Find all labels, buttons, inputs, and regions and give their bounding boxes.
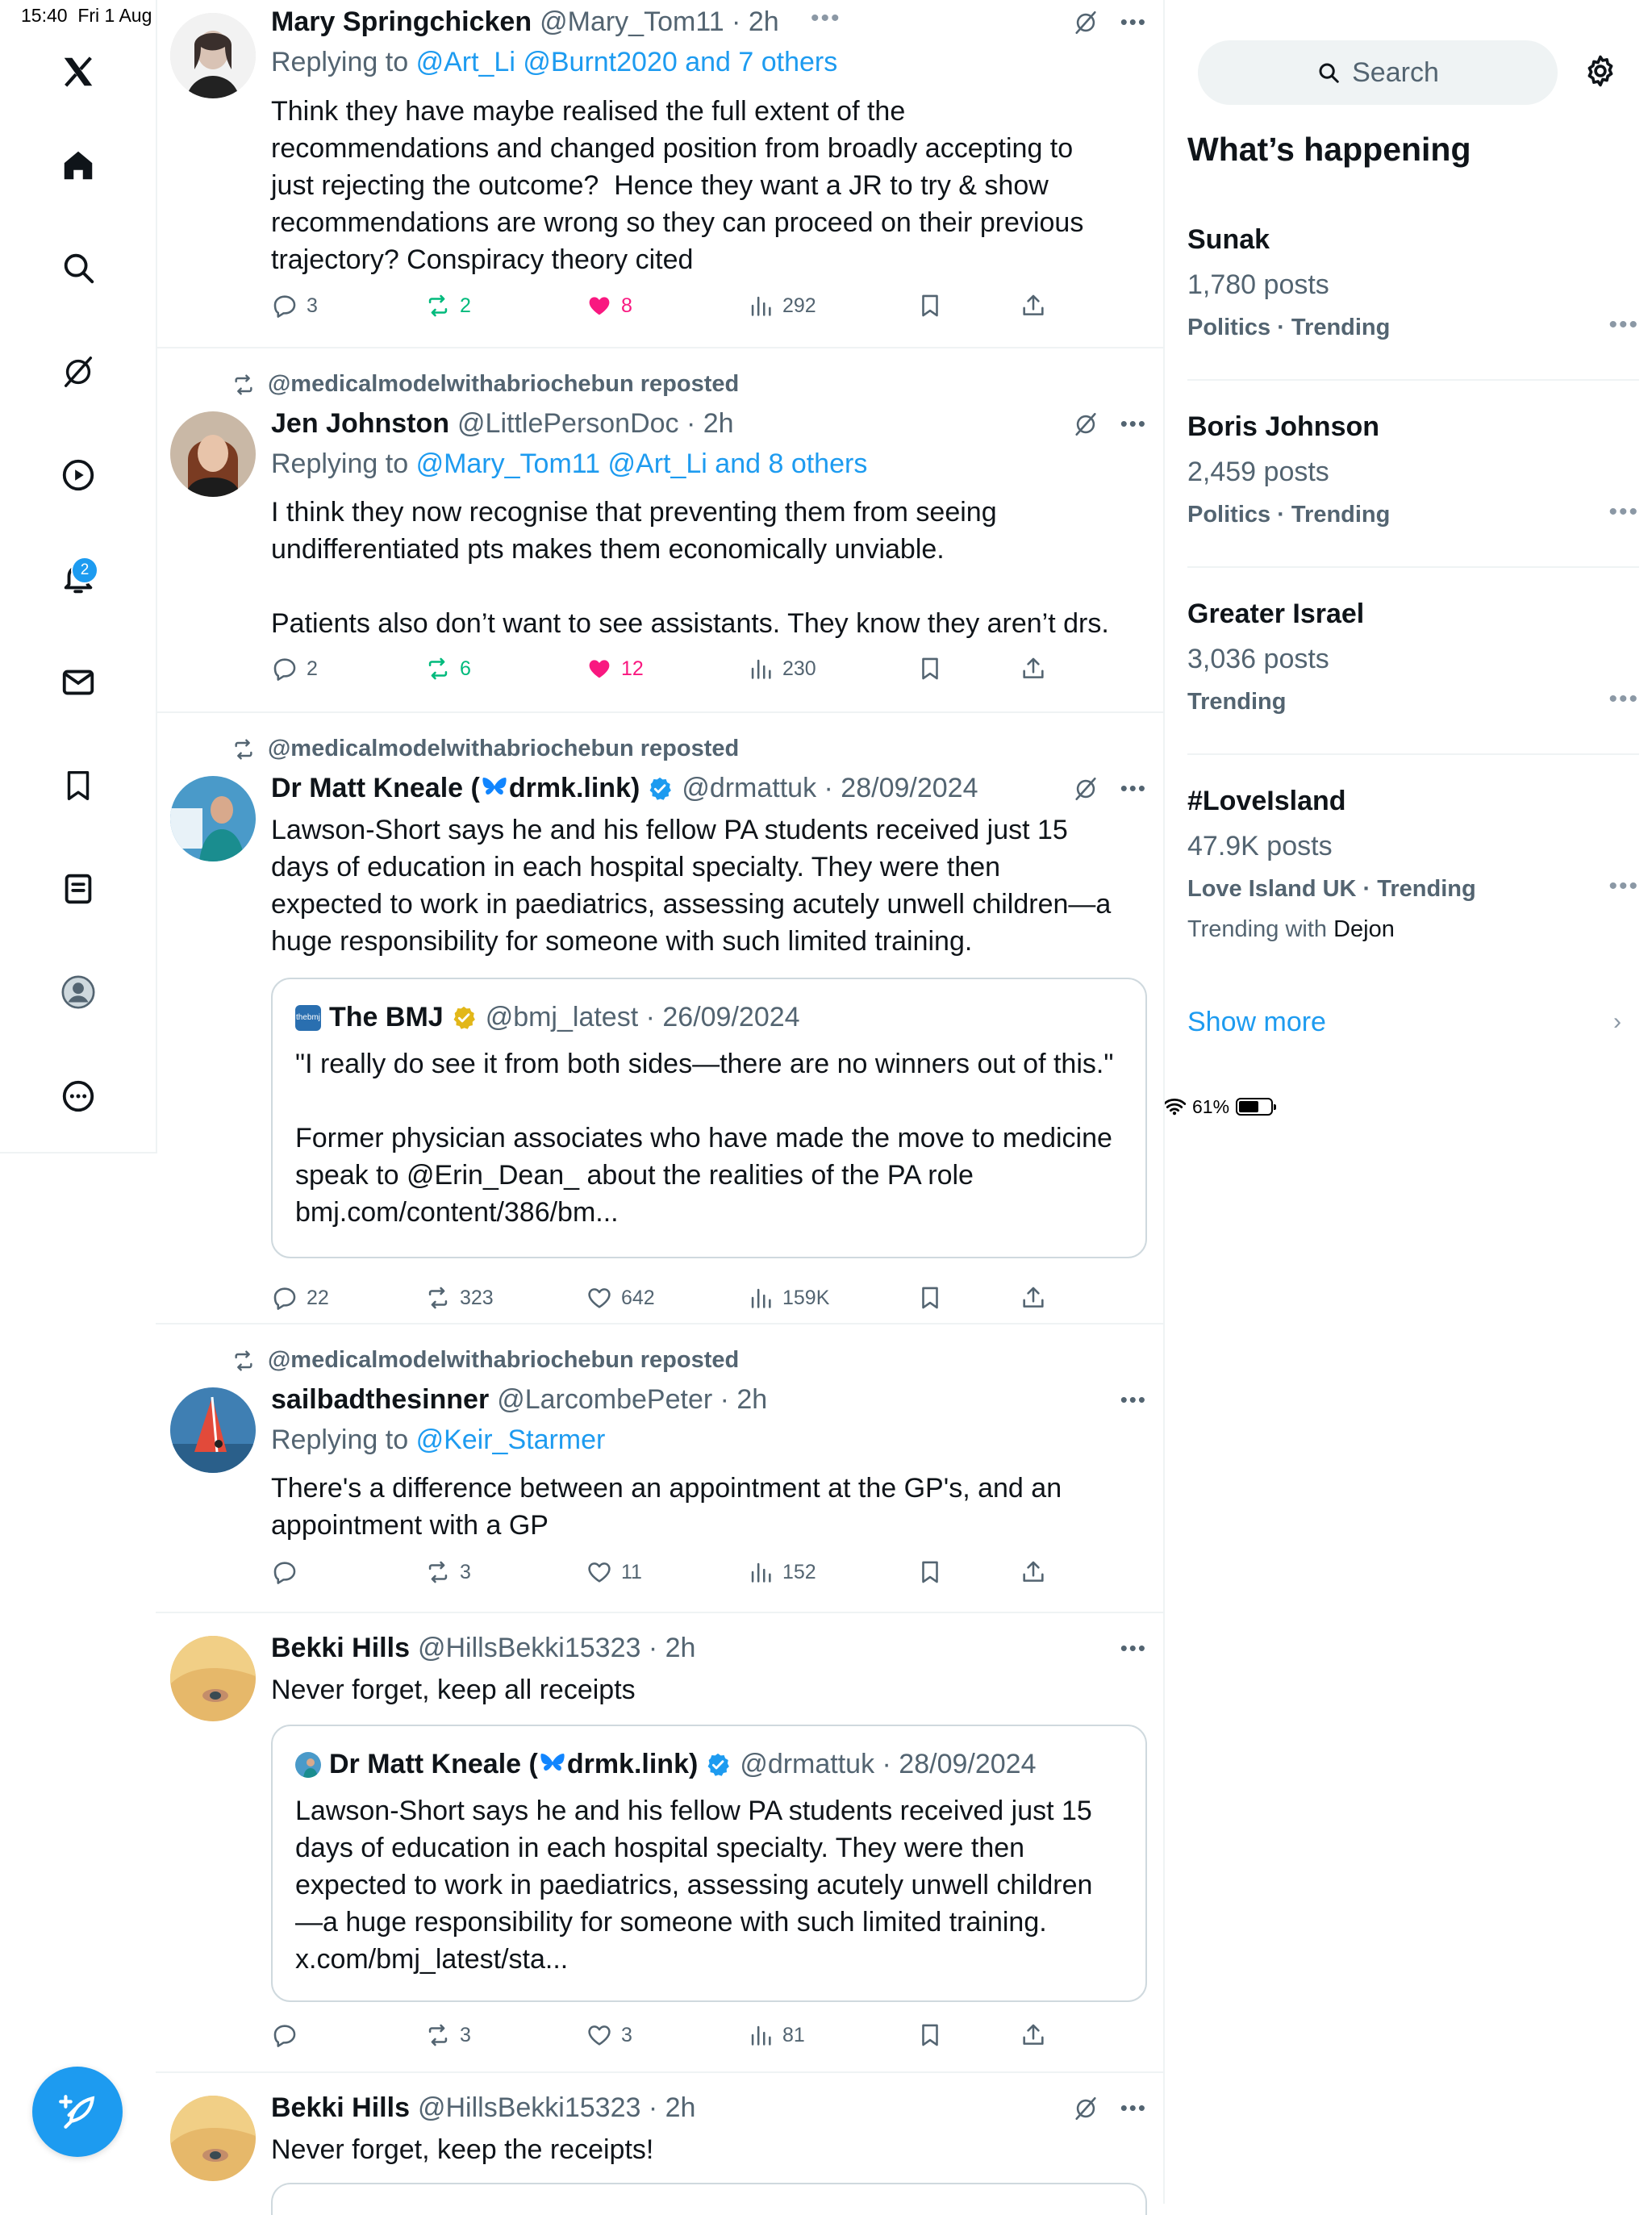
reply-icon (271, 2021, 298, 2049)
avatar[interactable] (170, 2096, 256, 2181)
status-time: 15:40 Fri 1 Aug (21, 5, 152, 26)
views-button[interactable]: 159K (747, 1284, 829, 1312)
divider (1187, 753, 1639, 755)
repost-icon (424, 292, 452, 319)
search-icon (1316, 60, 1341, 85)
battery-percent: 61% (1192, 1095, 1230, 1117)
more-options-icon[interactable]: ••• (1120, 10, 1147, 34)
verified-badge-icon (704, 1751, 732, 1779)
left-nav (0, 0, 157, 1153)
tweet-text: There's a difference between an appointment at the GP's, and an appointment with a GP (271, 1473, 1070, 1541)
replying-to: Replying to @Keir_Starmer (271, 1425, 606, 1455)
whats-happening-title: What’s happening (1187, 131, 1471, 168)
bookmark-icon (916, 1284, 944, 1312)
replying-to: Replying to @Art_Li @Burnt2020 and 7 others (271, 47, 838, 77)
views-button[interactable]: 81 (747, 2021, 805, 2049)
more-options-icon[interactable]: ••• (1120, 1387, 1147, 1412)
avatar[interactable] (170, 1636, 256, 1721)
views-icon (747, 1558, 774, 1586)
bookmark-button[interactable] (916, 2021, 944, 2049)
author-name[interactable]: Jen Johnston (271, 408, 450, 439)
bookmark-icon (916, 292, 944, 319)
quote-author-name[interactable]: The BMJ (329, 1002, 444, 1032)
share-button[interactable] (1020, 655, 1047, 682)
notifications-icon[interactable] (47, 547, 110, 610)
heart-filled-icon (586, 655, 613, 682)
share-icon (1020, 292, 1047, 319)
author-handle[interactable]: @HillsBekki15323 · 2h (417, 1633, 696, 1663)
tweet-text: Never forget, keep the receipts! (271, 2134, 654, 2165)
heart-icon (586, 1558, 613, 1586)
x-logo-icon[interactable] (47, 40, 110, 103)
quote-author-name[interactable]: Dr Matt Kneale ( drmk.link) (329, 1749, 699, 1779)
quote-text: "I really do see it from both sides—there are no winners out of this." Former physician associates who have made the move to medicine speak to @Erin_Dean_ about the realities of the PA role bmj.com/content/386/bm... (295, 1049, 1114, 1228)
author-name[interactable]: sailbadthesinner (271, 1384, 490, 1415)
divider (1187, 379, 1639, 381)
repost-icon (424, 655, 452, 682)
replying-to-link[interactable]: @Keir_Starmer (415, 1425, 606, 1455)
repost-icon (231, 1348, 257, 1374)
author-name[interactable]: Mary Springchicken (271, 6, 532, 37)
author-handle[interactable]: @LarcombePeter · 2h (497, 1384, 768, 1415)
tweet-stats (271, 2021, 1199, 2054)
views-icon (747, 2021, 774, 2049)
quoted-tweet[interactable] (271, 978, 1147, 1258)
grok-icon[interactable] (1072, 775, 1099, 803)
views-icon (747, 292, 774, 319)
repost-button[interactable]: 3 (424, 2021, 471, 2049)
repost-button[interactable]: 6 (424, 655, 471, 682)
heart-filled-icon (586, 292, 613, 319)
avatar[interactable] (170, 411, 256, 497)
butterfly-icon (480, 773, 509, 802)
quoted-tweet-partial[interactable] (271, 2183, 1147, 2215)
views-icon (747, 1284, 774, 1312)
tweet-sailbadthesinner[interactable] (156, 1324, 1163, 1613)
home-icon[interactable] (47, 134, 110, 197)
heart-icon (586, 2021, 613, 2049)
reply-button[interactable] (271, 2021, 307, 2049)
show-more-link[interactable]: Show more (1187, 1007, 1326, 1037)
repost-context: @medicalmodelwithabriochebun reposted (231, 736, 739, 762)
bookmark-icon (916, 655, 944, 682)
trend-more-icon[interactable]: ••• (1608, 873, 1639, 899)
author-name[interactable]: Bekki Hills (271, 1633, 410, 1663)
share-icon (1020, 2021, 1047, 2049)
reply-button[interactable] (271, 1558, 307, 1586)
messages-icon[interactable] (47, 651, 110, 714)
trend-more-icon[interactable]: ••• (1608, 498, 1639, 525)
tweet-jen-johnston[interactable] (156, 348, 1163, 713)
quote-author-handle[interactable]: @bmj_latest · 26/09/2024 (485, 1002, 800, 1032)
like-button[interactable]: 12 (586, 655, 644, 682)
tweet-text: Lawson-Short says he and his fellow PA students received just 15 days of education in each hospital specialty. They were then expected to work in paediatrics, assessing acutely unwell children—a huge responsibility for someone with such limited training. (271, 815, 1119, 957)
tweet-dr-matt-kneale[interactable] (156, 713, 1163, 1324)
share-button[interactable] (1020, 1284, 1047, 1312)
reply-icon (271, 292, 298, 319)
share-button[interactable] (1020, 1558, 1047, 1586)
feather-plus-icon (57, 2092, 98, 2132)
author-name[interactable]: Bekki Hills (271, 2092, 410, 2123)
bookmark-icon (916, 1558, 944, 1586)
more-options-icon[interactable]: ••• (1120, 411, 1147, 436)
bookmark-button[interactable] (916, 292, 944, 319)
reply-icon (271, 1284, 298, 1312)
search-placeholder: Search (1352, 56, 1439, 88)
bookmark-button[interactable] (916, 655, 944, 682)
views-icon (747, 655, 774, 682)
repost-icon (231, 736, 257, 762)
repost-icon (424, 1558, 452, 1586)
author-handle[interactable]: @HillsBekki15323 · 2h (417, 2092, 696, 2123)
reply-icon (271, 1558, 298, 1586)
repost-context: @medicalmodelwithabriochebun reposted (231, 371, 739, 398)
lists-icon[interactable] (47, 857, 110, 920)
like-button[interactable]: 3 (586, 2021, 632, 2049)
repost-button[interactable]: 323 (424, 1284, 494, 1312)
bookmark-button[interactable] (916, 1558, 944, 1586)
tweet-bekki-hills[interactable] (156, 1613, 1163, 2073)
like-button[interactable]: 8 (586, 292, 632, 319)
share-icon (1020, 655, 1047, 682)
views-button[interactable]: 152 (747, 1558, 816, 1586)
repost-icon (231, 372, 257, 398)
trend-more-icon[interactable]: ••• (1608, 311, 1639, 338)
reply-button[interactable]: 22 (271, 1284, 329, 1312)
tweet-stats (271, 1558, 1199, 1591)
trend-item[interactable]: Sunak 1,780 posts Politics · Trending ••• (1187, 224, 1639, 340)
verified-badge-icon (646, 775, 674, 803)
more-options-icon[interactable]: ••• (1120, 2096, 1147, 2120)
grok-icon[interactable] (47, 340, 110, 403)
tweet-stats (271, 292, 1199, 324)
share-button[interactable] (1020, 292, 1047, 319)
share-button[interactable] (1020, 2021, 1047, 2049)
replying-to-link[interactable]: @Art_Li @Burnt2020 and 7 others (415, 47, 838, 77)
verified-gold-icon (450, 1004, 478, 1032)
share-icon (1020, 1558, 1047, 1586)
chevron-right-icon: › (1613, 1008, 1621, 1035)
tweet-mary-springchicken[interactable] (156, 0, 1163, 348)
replying-to-link[interactable]: @Mary_Tom11 @Art_Li and 8 others (415, 448, 868, 479)
timeline-feed (156, 0, 1165, 2204)
more-options-icon[interactable]: ••• (1120, 1636, 1147, 1660)
bookmark-button[interactable] (916, 1284, 944, 1312)
quote-avatar (295, 1752, 321, 1778)
views-button[interactable]: 292 (747, 292, 816, 319)
search-icon[interactable] (47, 236, 110, 299)
reply-icon (271, 655, 298, 682)
grok-icon[interactable] (1072, 9, 1099, 36)
avatar[interactable] (170, 776, 256, 861)
author-handle[interactable]: @LittlePersonDoc · 2h (457, 408, 734, 439)
trend-item[interactable]: Greater Israel 3,036 posts Trending ••• (1187, 599, 1639, 715)
quote-author-handle[interactable]: @drmattuk · 28/09/2024 (740, 1749, 1037, 1779)
reply-button[interactable]: 3 (271, 292, 318, 319)
repost-context: @medicalmodelwithabriochebun reposted (231, 1347, 739, 1374)
heart-icon (586, 1284, 613, 1312)
share-icon (1020, 1284, 1047, 1312)
views-button[interactable]: 230 (747, 655, 816, 682)
repost-button[interactable]: 3 (424, 1558, 471, 1586)
trend-item[interactable]: #LoveIsland 47.9K posts Love Island UK · Trending ••• Trending with Dejon (1187, 786, 1639, 942)
grok-icon[interactable] (1072, 2095, 1099, 2122)
settings-button[interactable] (1583, 53, 1618, 93)
repost-icon (424, 2021, 452, 2049)
quoted-tweet[interactable] (271, 1725, 1147, 2002)
bookmark-icon (916, 2021, 944, 2049)
search-input[interactable] (1198, 40, 1558, 105)
butterfly-icon (538, 1749, 567, 1778)
like-button[interactable]: 11 (586, 1558, 642, 1586)
repost-button[interactable]: 2 (424, 292, 471, 319)
bookmarks-icon[interactable] (47, 754, 110, 817)
author-handle[interactable]: @drmattuk · 28/09/2024 (682, 773, 978, 803)
gear-icon (1583, 53, 1618, 89)
author-name[interactable]: Dr Matt Kneale ( drmk.link) (271, 773, 640, 803)
avatar[interactable] (170, 13, 256, 98)
multitask-dots-icon[interactable]: ••• (811, 5, 841, 31)
more-options-icon[interactable]: ••• (1120, 776, 1147, 800)
repost-icon (424, 1284, 452, 1312)
bmj-logo: thebmj (295, 1005, 321, 1031)
tweet-text: I think they now recognise that preventing them from seeing undifferentiated pts makes them economically unviable. Patients also don’t want to see assistants. They know they aren’t drs. (271, 497, 1109, 639)
compose-post-button[interactable] (32, 2067, 123, 2157)
divider (1187, 566, 1639, 568)
profile-icon[interactable] (47, 961, 110, 1024)
notifications-badge: 2 (71, 557, 98, 584)
tweet-bekki-hills-2[interactable] (156, 2073, 1163, 2204)
author-handle[interactable]: @Mary_Tom11 · 2h (540, 6, 779, 37)
replying-to: Replying to @Mary_Tom11 @Art_Li and 8 others (271, 448, 868, 479)
like-button[interactable]: 642 (586, 1284, 655, 1312)
tweet-text: Think they have maybe realised the full extent of the recommendations and changed position from broadly accepting to just rejecting the outcome? Hence they want a JR to try & show recommendations are wrong so they can proceed on their previous trajectory? Conspiracy theory cited (271, 96, 1091, 275)
trend-item[interactable]: Boris Johnson 2,459 posts Politics · Trending ••• (1187, 411, 1639, 528)
quote-text: Lawson-Short says he and his fellow PA students received just 15 days of education in each hospital specialty. They were then expected to work in paediatrics, assessing acutely unwell children —a huge responsibility for someone with such limited training. x.com/bmj_latest/sta... (295, 1796, 1100, 1975)
tweet-stats (271, 655, 1199, 687)
video-icon[interactable] (47, 444, 110, 507)
right-sidebar (1163, 0, 1652, 2204)
avatar[interactable] (170, 1387, 256, 1473)
reply-button[interactable]: 2 (271, 655, 318, 682)
tweet-stats (271, 1284, 1199, 1316)
more-icon[interactable] (47, 1065, 110, 1128)
trend-more-icon[interactable]: ••• (1608, 686, 1639, 712)
tweet-text: Never forget, keep all receipts (271, 1675, 636, 1705)
grok-icon[interactable] (1072, 411, 1099, 438)
